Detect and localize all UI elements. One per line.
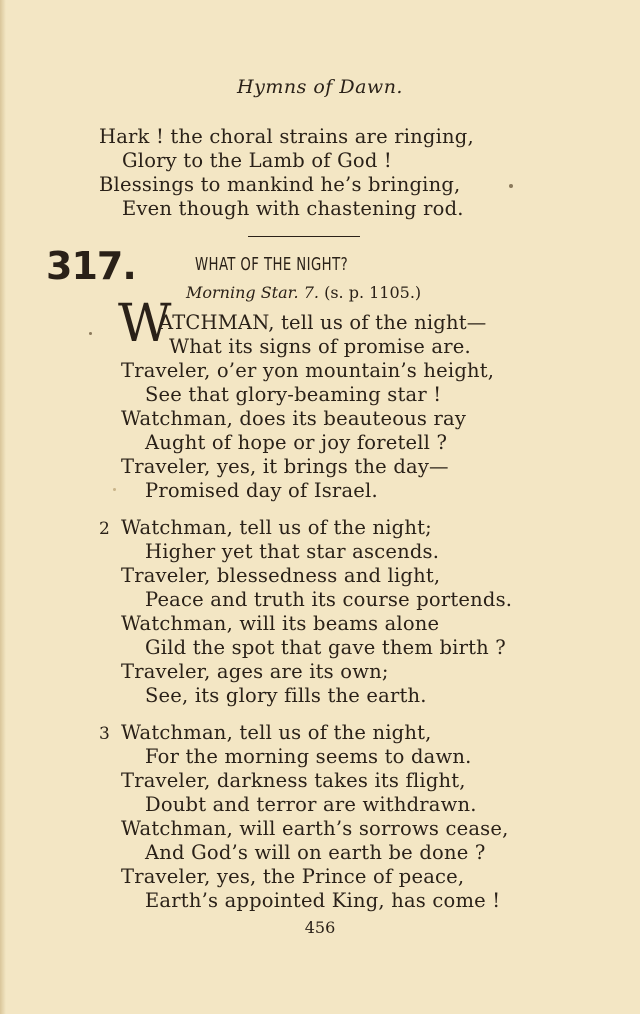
verse-line: Doubt and terror are withdrawn. bbox=[145, 793, 477, 816]
stanza-number: 3 bbox=[99, 724, 110, 744]
meter: 7. bbox=[303, 283, 319, 302]
verse-line: Earth’s appointed King, has come ! bbox=[145, 889, 501, 912]
verse-line: Promised day of Israel. bbox=[145, 479, 378, 502]
verse-line: Traveler, blessedness and light, bbox=[121, 564, 441, 587]
ink-speck bbox=[509, 184, 513, 188]
verse-line: See that glory-beaming star ! bbox=[145, 383, 442, 406]
verse-line: For the morning seems to dawn. bbox=[145, 745, 472, 768]
verse-line: Even though with chastening rod. bbox=[122, 197, 464, 220]
verse-line: Traveler, yes, it brings the day— bbox=[121, 455, 449, 478]
stanza-number: 2 bbox=[99, 519, 110, 539]
section-rule bbox=[248, 236, 360, 237]
verse-line: Aught of hope or joy foretell ? bbox=[145, 431, 448, 454]
verse-line: Watchman, does its beauteous ray bbox=[121, 407, 467, 430]
verse-line: Traveler, o’er yon mountain’s height, bbox=[121, 359, 495, 382]
tune-reference: (s. p. 1105.) bbox=[324, 283, 422, 302]
verse-line: Glory to the Lamb of God ! bbox=[122, 149, 392, 172]
ink-speck bbox=[89, 332, 92, 335]
drop-cap: W bbox=[118, 294, 172, 354]
verse-line: Traveler, darkness takes its flight, bbox=[121, 769, 466, 792]
verse-line: Blessings to mankind he’s bringing, bbox=[99, 173, 461, 196]
page-number: 456 bbox=[304, 918, 336, 937]
verse-line: Watchman, tell us of the night, bbox=[121, 721, 432, 744]
verse-line: Higher yet that star ascends. bbox=[145, 540, 440, 563]
verse-line: Watchman, tell us of the night; bbox=[121, 516, 432, 539]
tune-line bbox=[186, 283, 421, 302]
verse-line: Peace and truth its course portends. bbox=[145, 588, 513, 611]
hymn-title: WHAT OF THE NIGHT? bbox=[195, 254, 349, 275]
verse-line: Gild the spot that gave them birth ? bbox=[145, 636, 506, 659]
verse-line: Traveler, yes, the Prince of peace, bbox=[121, 865, 465, 888]
verse-line: Watchman, will earth’s sorrows cease, bbox=[121, 817, 509, 840]
verse-line: What its signs of promise are. bbox=[169, 335, 471, 358]
verse-line: Traveler, ages are its own; bbox=[121, 660, 389, 683]
tune-name: Morning Star. bbox=[186, 283, 299, 302]
verse-line: And God’s will on earth be done ? bbox=[145, 841, 486, 864]
running-head: Hymns of Dawn. bbox=[237, 76, 403, 98]
ink-speck bbox=[113, 488, 116, 491]
verse-line: Hark ! the choral strains are ringing, bbox=[99, 125, 474, 148]
hymn-number: 317. bbox=[46, 244, 136, 288]
verse-line: ATCHMAN, tell us of the night— bbox=[159, 311, 487, 334]
page-binding-edge bbox=[0, 0, 6, 1014]
verse-line: See, its glory fills the earth. bbox=[145, 684, 427, 707]
verse-line: Watchman, will its beams alone bbox=[121, 612, 440, 635]
